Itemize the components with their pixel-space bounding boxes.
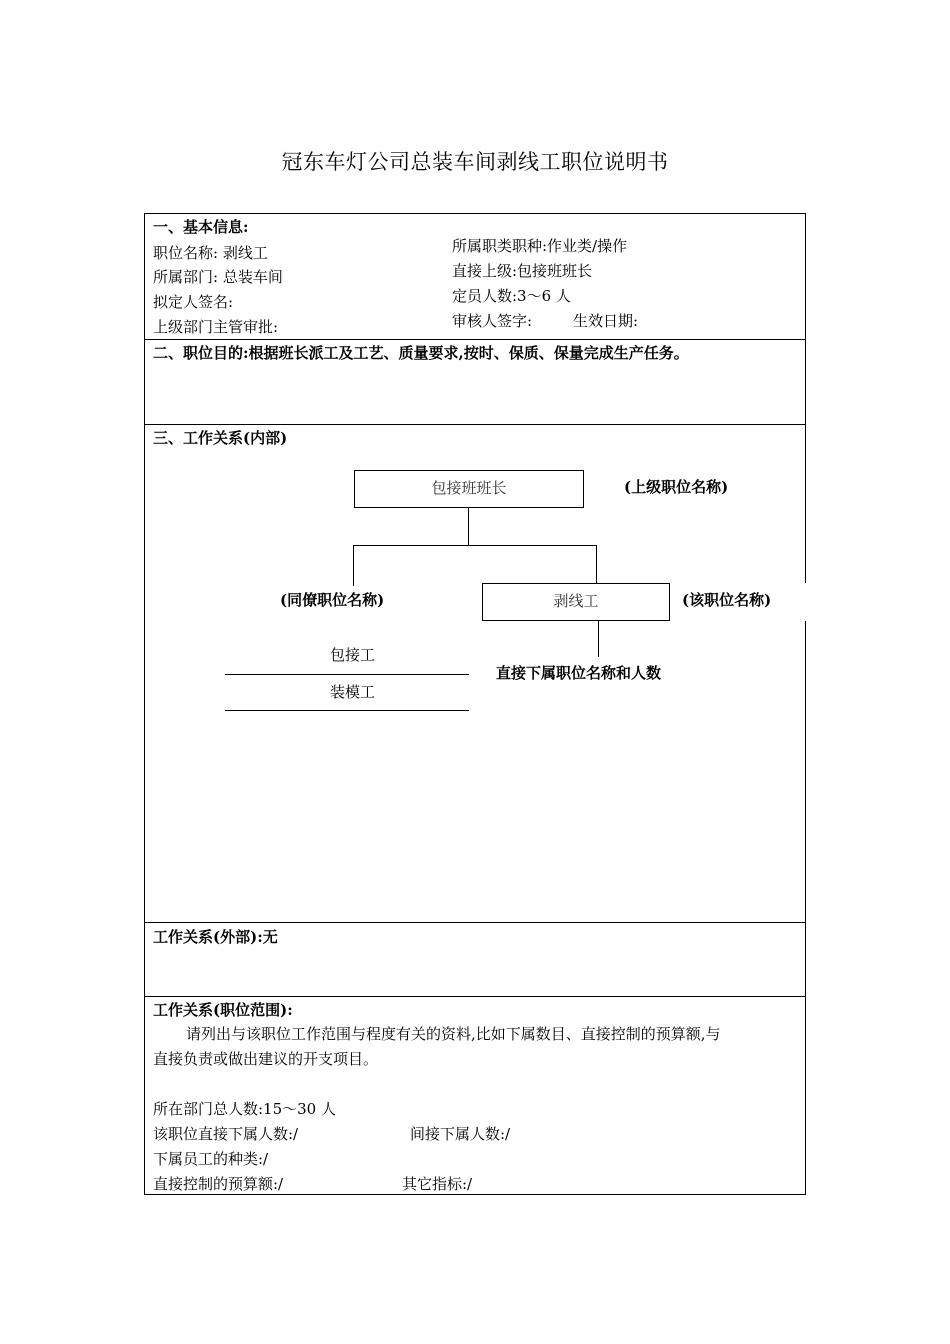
peer-item: 装模工	[330, 683, 376, 701]
drafter-signature: 拟定人签名:	[153, 293, 234, 311]
position-name: 职位名称: 剥线工	[153, 244, 268, 262]
department: 所属部门: 总装车间	[153, 268, 283, 286]
external-relations: 工作关系(外部):无	[153, 928, 278, 946]
row-divider	[144, 996, 806, 997]
self-label: (该职位名称)	[682, 591, 772, 609]
peer-label: (同僚职位名称)	[280, 591, 385, 609]
subordinate-types: 下属员工的种类:/	[153, 1150, 269, 1168]
row-divider	[144, 339, 806, 340]
internal-relations-heading: 三、工作关系(内部)	[153, 429, 288, 447]
other-metrics: 其它指标:/	[402, 1175, 473, 1193]
org-connector	[598, 621, 599, 657]
direct-subordinates: 该职位直接下属人数:/	[153, 1125, 299, 1143]
org-connector	[353, 545, 597, 546]
row-divider	[144, 424, 806, 425]
indirect-subordinates: 间接下属人数:/	[410, 1125, 511, 1143]
row-divider	[144, 922, 806, 923]
org-connector	[468, 508, 469, 545]
basic-info-heading: 一、基本信息:	[153, 218, 249, 236]
superior-approval: 上级部门主管审批:	[153, 318, 279, 336]
budget-control: 直接控制的预算额:/	[153, 1175, 284, 1193]
department-total: 所在部门总人数:15～30 人	[153, 1100, 336, 1118]
scope-heading: 工作关系(职位范围):	[153, 1001, 293, 1019]
scope-description: 直接负责或做出建议的开支项目。	[153, 1050, 379, 1068]
job-category: 所属职类职种:作业类/操作	[452, 237, 628, 255]
position-purpose: 二、职位目的:根据班长派工及工艺、质量要求,按时、保质、保量完成生产任务。	[153, 344, 689, 362]
org-connector	[596, 545, 597, 583]
reviewer-signature: 审核人签字:	[452, 312, 533, 330]
peer-underline	[225, 674, 469, 675]
superior-label: (上级职位名称)	[624, 478, 729, 496]
org-connector	[353, 545, 354, 592]
scope-description: 请列出与该职位工作范围与程度有关的资料,比如下属数目、直接控制的预算额,与	[186, 1025, 721, 1043]
headcount: 定员人数:3～6 人	[452, 287, 571, 305]
peer-item: 包接工	[330, 646, 376, 664]
self-box: 剥线工	[482, 583, 670, 621]
subordinates-label: 直接下属职位名称和人数	[496, 664, 662, 682]
superior-box: 包接班班长	[354, 470, 584, 508]
page-title: 冠东车灯公司总装车间剥线工职位说明书	[281, 150, 669, 174]
direct-superior: 直接上级:包接班班长	[452, 262, 593, 280]
effective-date: 生效日期:	[573, 312, 639, 330]
peer-underline	[225, 710, 469, 711]
